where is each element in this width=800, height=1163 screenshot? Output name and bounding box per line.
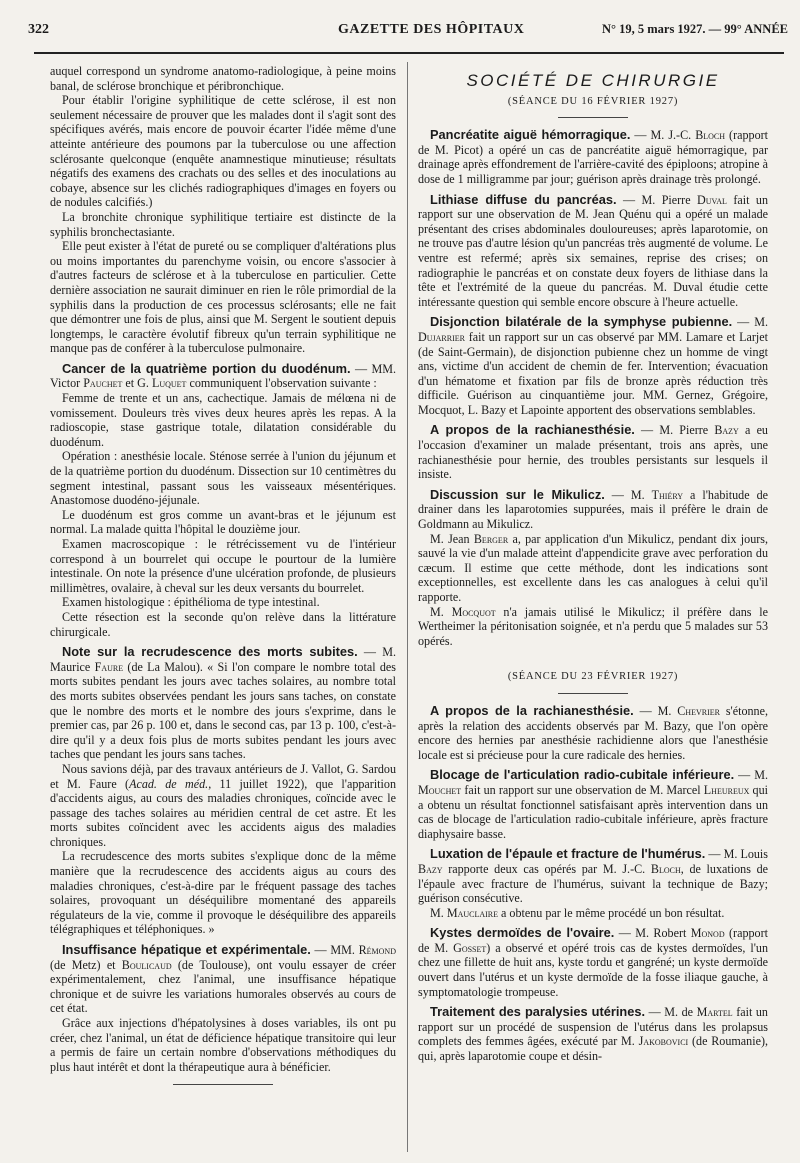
paragraph: Examen histologique : épithélioma de type intestinal. [62,595,320,610]
issue-info: N° 19, 5 mars 1927. — 99° ANNÉE [601,22,788,36]
author-name: Dujarrier [418,329,465,344]
text: fait un rapport sur un procédé de suspension de l'utérus dans les prolapsus complets des femmes âgées, exécuté par M. [418,1005,768,1049]
author-name: Mouchet [418,782,462,797]
text: — M. Louis [705,847,768,862]
article-title: A propos de la rachianesthésie. [430,422,635,438]
session-date: (SÉANCE DU 16 FÉVRIER 1927) [507,95,679,107]
text: fait un rapport sur une observation de M. Marcel [461,782,704,797]
author-name: Chevrier [677,703,720,718]
article-title: Disjonction bilatérale de la symphyse pubienne. [430,314,733,330]
article-title: Note sur la recrudescence des morts subites. [62,644,358,660]
article-title: Discussion sur le Mikulicz. [430,486,605,502]
text: a eu l'occasion d'examiner un malade présentant, trois ans après, une rachianesthésie pour hernie, des troubles persistants sur lesquels il insiste. [418,423,768,482]
article-pancreatite [418,128,768,186]
journal-title: GAZETTE DES HÔPITAUX [338,22,525,37]
text: ) a observé et opéré trois cas de kystes dermoïdes, l'un chez une fillette de huit ans, kyste tordu et gangréné; un kyste dermoïde ouvert dans l'utérus et un kyste dermoïde de la fosse iliaque gauche, à symptomatologie trompeuse. [418,940,768,999]
article-cancer [50,362,396,391]
article-note [50,645,396,762]
text: — M. [633,703,678,718]
text: a obtenu par le même procédé un bon résultat. [498,905,725,920]
right-column [418,64,768,1064]
text: (de Metz) et [50,957,122,972]
article-mikulicz [418,488,768,532]
text: (de Toulouse), ont voulu essayer de créer expérimentalement, chez l'animal, une insuffisance hépatique chronique et de suivre les variations humorales observés au cours de cet état. [50,957,396,1016]
citation: Acad. de méd. [129,776,209,791]
article-title: A propos de la rachianesthésie. [430,702,634,718]
text: — M. de [645,1005,697,1020]
text: (de La Malou). « Si l'on compare le nombre total des morts subites pendant les jours avec taches solaires, au nombre total des morts subites observées pendant les jours sans taches, on constate que le nombre des morts et le nombre des jours s'exprime, dans le premier cas, par 26 p. 100 et, dans le second cas, par 13 p. 100, c'est-à-dire qu'il y a deux fois plus de morts subites pendant les jours avec taches que pendant les jours sans taches. [50,659,396,762]
session-date: (SÉANCE DU 23 FÉVRIER 1927) [507,671,679,683]
text: et G. [122,376,152,391]
text: rapporte deux cas opérés par M. J.-C. [442,861,651,876]
text: qui a obtenu un résultat fonctionnel satisfaisant après intervention dans un cas de blocage de l'articulation radio-cubitale inférieure, après fracture diaphysaire basse. [418,782,768,841]
text: s'étonne, après la relation des accidents observés par M. Bazy, que l'on opère encore des hernies par anesthésie rachidienne alors que l'anesthésie locale est si précieuse pour la cure radicale des hernies. [418,703,768,762]
author-name: Mauclaire [446,905,499,920]
paragraph: auquel correspond un syndrome anatomo-radiologique, à peine moins banal, de sclérose bronchique et péribronchique. [50,64,396,93]
paragraph: La recrudescence des morts subites s'explique donc de la même manière que la recrudescence des accidents aigus au cours des maladies chroniques, c'est-à-dire par le fréquent passage des taches solaires, provoquant un déséquilibre momentané des appareils régulateurs de la vie, comme il provoque le déséquilibre des appareils télégraphiques et téléphoniques. » [50,849,396,937]
paragraph [50,762,396,850]
text: M. [430,604,452,619]
section-rule [558,117,628,118]
text: fait un rapport sur une observation de M. Jean Quénu qui a opéré un malade présentant des crises abdominales douloureuses; après laparotomie, on ne trouve pas d'autre lésion qu'un pancréas très augmenté de volume. Le ventre est refermé; après six semaines, reprise des crises; on radiographie le pancréas et on constate deux foyers de lithiase dans la tête et l'extrémité de la queue du pancréas. M. Duval étudie cette intéressante question qui semble encore obscure à l'heure actuelle. [418,192,768,309]
text: (rapport de M. Picot) a opéré un cas de pancréatite aiguë hémorragique, par drainage après effondrement de l'arrière-cavité des épiploons; atropine à dose de 1 milligramme par jour; guérison après drainage très prolongé. [418,128,769,186]
text: (de Roumanie), qui, après laparotomie coupe et désin- [418,1034,768,1064]
text: — M. Pierre [634,423,715,438]
text: , de luxations de l'épaule avec fracture de l'humérus, suivant la technique de Bazy; guérison consécutive. [418,861,769,906]
header-rule [34,52,784,54]
text: — M. [732,315,768,330]
paragraph: Cette résection est la seconde qu'on relève dans la littérature chirurgicale. [50,609,396,639]
author-name: Berger [473,531,509,546]
article-title: Cancer de la quatrième portion du duodénum. [62,360,351,376]
article-traitement [418,1005,768,1063]
author-name: Bazy [714,423,739,438]
paragraph: Femme de trente et un ans, cachectique. Jamais de mélœna ni de vomissement. Douleurs très vives deux heures après les repas. A la radioscopie, stase gastrique totale, dilatation considérable du duodénum. [50,391,396,449]
text: — M. Robert [614,926,691,941]
author-name: Bazy [418,861,443,876]
text: communiquent l'observation suivante : [186,376,377,391]
paragraph: Opération : anesthésie locale. Sténose serrée à l'union du jéjunum et de la quatrième portion du duodénum. Dissection sur 10 centimètres du segment intestinal, passant sous les vaisseaux mésentériques. Anastomose duodéno-jéjunale. [50,449,396,508]
author-name: Bloch [650,861,681,876]
text: (rapport de M. [418,926,768,955]
section-rule [558,693,628,694]
text: — MM. [310,943,359,958]
author-name: Thiéry [651,487,684,502]
paragraph: Pour établir l'origine syphilitique de cette sclérose, il est non seulement nécessaire de prouver que les malades dont il s'agit sont des spécifiques avérés, mais encore de pouvoir écarter l'idée même d'une atteinte antérieure des poumons par la tuberculose ou une affection sclérosante quelconque (enquête anamnestique minutieuse; résultats négatifs des examens des crachats ou des selles et des inoculations au cobaye, absence sur les clichés radiographiques d'images en foyers ou de nodules calcifiés.) [50,93,396,210]
page-number: 322 [28,22,49,37]
author-name: Gosset [453,940,487,955]
section-title: SOCIÉTÉ DE CHIRURGIE [466,71,720,90]
paragraph [418,532,768,605]
text: Nous savions déjà, par des travaux antérieurs de J. Vallot, G. Sardou et M. Faure ( [50,761,396,791]
article-kystes [418,926,768,999]
paragraph: La bronchite chronique syphilitique tertiaire est distincte de la syphilis bronchectasiante. [50,209,396,239]
text: — M. Maurice [50,645,396,674]
paragraph: Examen macroscopique : le rétrécissement vu de l'intérieur correspond à un bourrelet qui occupe le pourtour de la lumière intestinale. On note la présence d'une ulcération profonde, de plusieurs millimètres, ovalaire, à cheval sur les deux versants du bourrelet. [50,537,396,595]
author-name: Pauchet [83,376,123,391]
article-insuffisance [50,943,396,1016]
article-title: Pancréatite aiguë hémorragique. [430,127,631,143]
author-name: Monod [690,926,725,941]
article-rachianesthesie-2 [418,704,768,762]
article-rachianesthesie [418,423,768,481]
article-title: Blocage de l'articulation radio-cubitale inférieure. [430,767,735,783]
text: — M. Pierre [616,192,698,207]
column-divider [407,62,408,1152]
article-blocage [418,768,768,841]
author-name: Mocquot [451,604,496,619]
author-name: Luquet [151,376,187,391]
paragraph: Elle peut exister à l'état de pureté ou se compliquer d'altérations plus ou moins importantes du parenchyme voisin, ou encore s'associer à d'autres facteurs de sclérose et à la tuberculose en particulier. Cette dernière association ne saurait diminuer en rien le rôle primordial de la syphilis dans la production de ces processus sclérosants; elle ne fait que démontrer une fois de plus, ainsi que M. Sergent le soutient depuis longtemps, le caractère évolutif fibreux qu'un terrain syphilitique ne manque pas de conférer à la tuberculose pulmonaire. [50,239,396,356]
article-title: Luxation de l'épaule et fracture de l'humérus. [430,846,706,862]
author-name: Jakobovici [638,1034,689,1049]
left-column [50,64,396,1085]
text: — MM. Victor [50,361,396,391]
article-title: Kystes dermoïdes de l'ovaire. [430,925,615,941]
text: n'a jamais utilisé le Mikulicz; il préfère dans le Wertheimer la péritonisation soignée, et n'a perdu que 5 malades sur 53 opérés. [418,604,768,648]
paragraph: Le duodénum est gros comme un avant-bras et le jéjunum est normal. La malade quitta l'hôpital le douzième jour. [50,507,396,537]
end-rule [173,1084,273,1085]
article-lithiase [418,193,768,310]
text: fait un rapport sur un cas observé par MM. Lamare et Larjet (de Saint-Germain), de disjonction pubienne chez un homme de vingt ans, victime d'un accident de chemin de fer. Intervention; évacuation d'un hématome et fixation par fils de bronze après réduction très difficile. Guérison au cinquantième jour. MM. Gernez, Grégoire, Mocquot, L. Bazy et Lapointe apportent des observations semblables. [418,329,768,417]
article-luxation [418,847,768,905]
text: M. Jean [430,531,474,546]
author-name: Duval [697,192,727,207]
text: — M. J.-C. [630,128,696,143]
article-disjonction [418,315,768,417]
paragraph: Grâce aux injections d'hépatolysines à doses variables, ils ont pu créer, chez l'animal, un état de déficience hépatique transitoire qui leur a permis de faire un certain nombre d'observations méthodiques du plus haut intérêt et dont la thérapeutique aura à bénéficier. [50,1016,396,1074]
author-name: Boulicaud [121,957,172,972]
author-name: Martel [696,1005,733,1020]
text: M. [430,905,447,920]
author-name: Bloch [695,128,726,143]
text: — M. [734,768,768,783]
text: , 11 juillet 1922), que l'apparition d'accidents aigus, au cours des maladies chroniques, coïncide avec le passage des taches solaires au méridien central de cet astre. Et les morts subites coïncident avec les accidents aigus des maladies chroniques. [50,776,396,849]
article-title: Lithiase diffuse du pancréas. [430,191,617,207]
author-name: Faure [94,659,124,674]
article-title: Insuffisance hépatique et expérimentale. [62,942,311,958]
paragraph [418,906,768,921]
paragraph [418,605,768,649]
article-title: Traitement des paralysies utérines. [430,1004,646,1020]
page-header [28,22,788,46]
text: a l'habitude de drainer dans les laparotomies suppurées, mais il préfère le drain de Goldmann au Mikulicz. [418,487,768,532]
author-name: Rémond [358,943,396,958]
author-name: Lheureux [703,782,750,797]
text: — M. [604,487,652,502]
text: a, par application d'un Mikulicz, pendant dix jours, sauvé la vie d'un malade atteint d'appendicite grave avec perforation du cæcum. Il estime que cette méthode, dont les indications sont exceptionnelles, est excellente dans les cas analogues à celui qu'il rapporte. [418,531,768,604]
